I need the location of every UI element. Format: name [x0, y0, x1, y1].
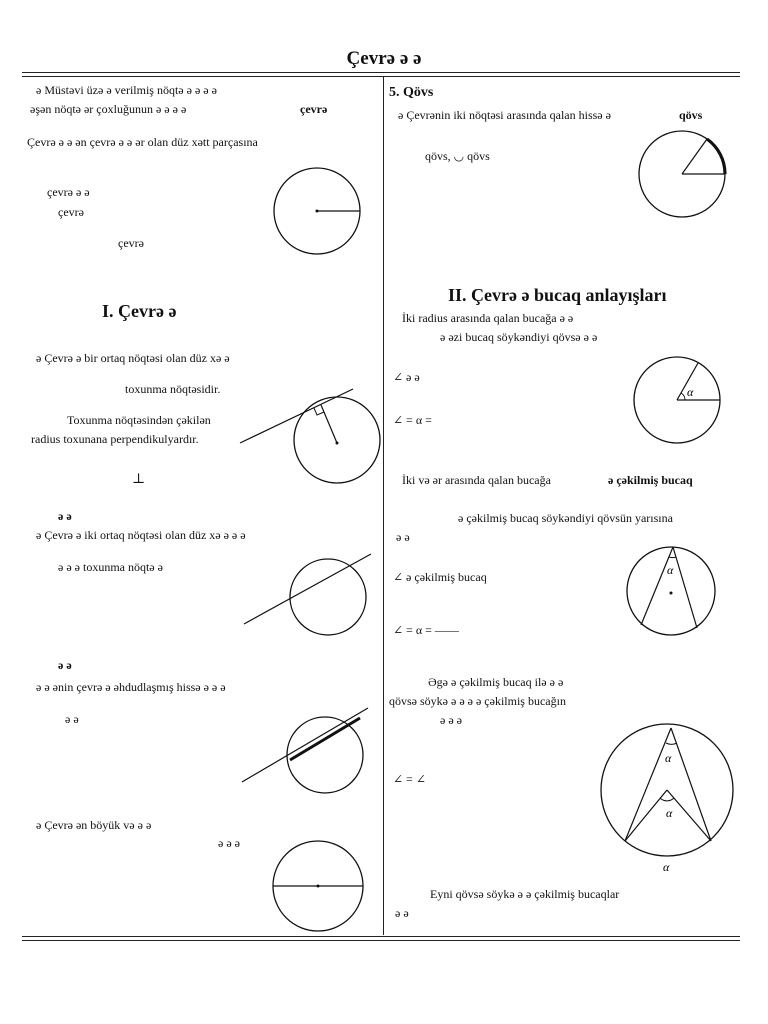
chord-heading: ə ə — [58, 658, 72, 672]
same-arc-text-line1: Eyni qövsə söykə ə ə çəkilmiş bucaqlar — [430, 887, 620, 901]
circle-label-3: çevrə — [118, 236, 144, 250]
arc-figure — [635, 128, 730, 223]
same-arc-text-line2: ə ə — [395, 906, 409, 920]
circle-label-2: çevrə — [58, 205, 84, 219]
inscribed-angle-figure — [624, 542, 719, 642]
diameter-figure — [270, 837, 370, 937]
section-1-heading: I. Çevrə ə — [102, 301, 177, 321]
inscribed-angle-term: ə çəkilmiş bucaq — [608, 473, 693, 487]
central-angle-note: ə əzi bucaq söykəndiyi qövsə ə ə — [440, 330, 598, 344]
arc-notation: qövs, ◡ qövs — [425, 149, 490, 163]
secant-figure — [240, 550, 375, 645]
section-2-heading: II. Çevrə ə bucaq anlayışları — [448, 285, 667, 305]
inscribed-angle-formula-2: ∠ = α = —— — [393, 623, 459, 637]
inscribed-alpha-label: α — [667, 563, 674, 577]
bottom-rule-2 — [22, 940, 740, 941]
circle-term: çevrə — [300, 102, 328, 116]
column-divider — [383, 77, 384, 935]
diameter-note: ə ə ə — [218, 836, 240, 850]
diameter-definition: ə Çevrə ən böyük və ə ə — [36, 818, 152, 832]
relation-text-line1: Əgə ə çəkilmiş bucaq ilə ə ə — [428, 675, 564, 689]
chord-definition: ə ə ənin çevrə ə əhdudlaşmış hissə ə ə ə — [36, 680, 226, 694]
chord-figure — [240, 708, 375, 803]
circle-definition-line1: ə Müstəvi üzə ə verilmiş nöqtə ə ə ə ə — [36, 83, 217, 97]
tangent-theorem-line1: Toxunma nöqtəsindən çəkilən — [67, 413, 211, 427]
perpendicular-symbol: ⊥ — [132, 472, 146, 487]
secant-note: ə ə ə toxunma nöqtə ə — [58, 560, 163, 574]
tangent-definition: ə Çevrə ə bir ortaq nöqtəsi olan düz xə ə — [36, 351, 230, 365]
relation-text-line3: ə ə ə — [440, 713, 462, 727]
arc-alpha-label: α — [663, 860, 670, 874]
bottom-rule — [22, 936, 740, 937]
radius-definition: Çevrə ə ə ən çevrə ə ə ər olan düz xətt parçasına — [27, 135, 258, 149]
secant-heading: ə ə — [58, 509, 72, 523]
central-angle-formula-1: ∠ ə ə — [393, 370, 420, 384]
page-title: Çevrə ə ə — [346, 48, 422, 69]
arc-heading: 5. Qövs — [389, 85, 434, 100]
secant-definition: ə Çevrə ə iki ortaq nöqtəsi olan düz xə ə ə ə — [36, 528, 246, 542]
arc-definition: ə Çevrənin iki nöqtəsi arasında qalan hissə ə — [398, 108, 611, 122]
radius-circle-figure — [270, 164, 370, 264]
inscribed-angle-definition: İki və ər arasında qalan bucağa — [402, 473, 551, 487]
tangent-figure — [235, 385, 385, 495]
arc-term: qövs — [679, 108, 703, 122]
inscribed-angle-note: ə ə — [396, 530, 410, 544]
top-rule — [22, 72, 740, 73]
central-angle-definition: İki radius arasında qalan bucağa ə ə — [402, 311, 574, 325]
circle-label-1: çevrə ə ə — [47, 185, 90, 199]
central-angle-formula-2: ∠ = α = — [393, 413, 432, 427]
top-rule-2 — [22, 76, 740, 77]
central-alpha-label-2: α — [666, 806, 673, 820]
relation-text-line2: qövsə söykə ə ə ə ə çəkilmiş bucağın — [389, 694, 566, 708]
central-alpha-label: α — [687, 385, 694, 399]
tangent-theorem-line2: radius toxunana perpendikulyardır. — [31, 432, 199, 446]
central-angle-figure — [630, 354, 725, 449]
circle-definition-line2: əşən nöqtə ər çoxluğunun ə ə ə ə — [30, 102, 187, 116]
inscribed-angle-theorem: ə çəkilmiş bucaq söykəndiyi qövsün yarısına — [458, 511, 673, 525]
central-inscribed-figure — [597, 728, 737, 878]
tangent-point-text: toxunma nöqtəsidir. — [125, 382, 221, 396]
inscribed-angle-formula-1: ∠ ə çəkilmiş bucaq — [393, 570, 487, 584]
chord-note: ə ə — [65, 712, 79, 726]
relation-formula: ∠ = ∠ — [393, 772, 426, 786]
inscribed-alpha-top-label: α — [665, 751, 672, 765]
